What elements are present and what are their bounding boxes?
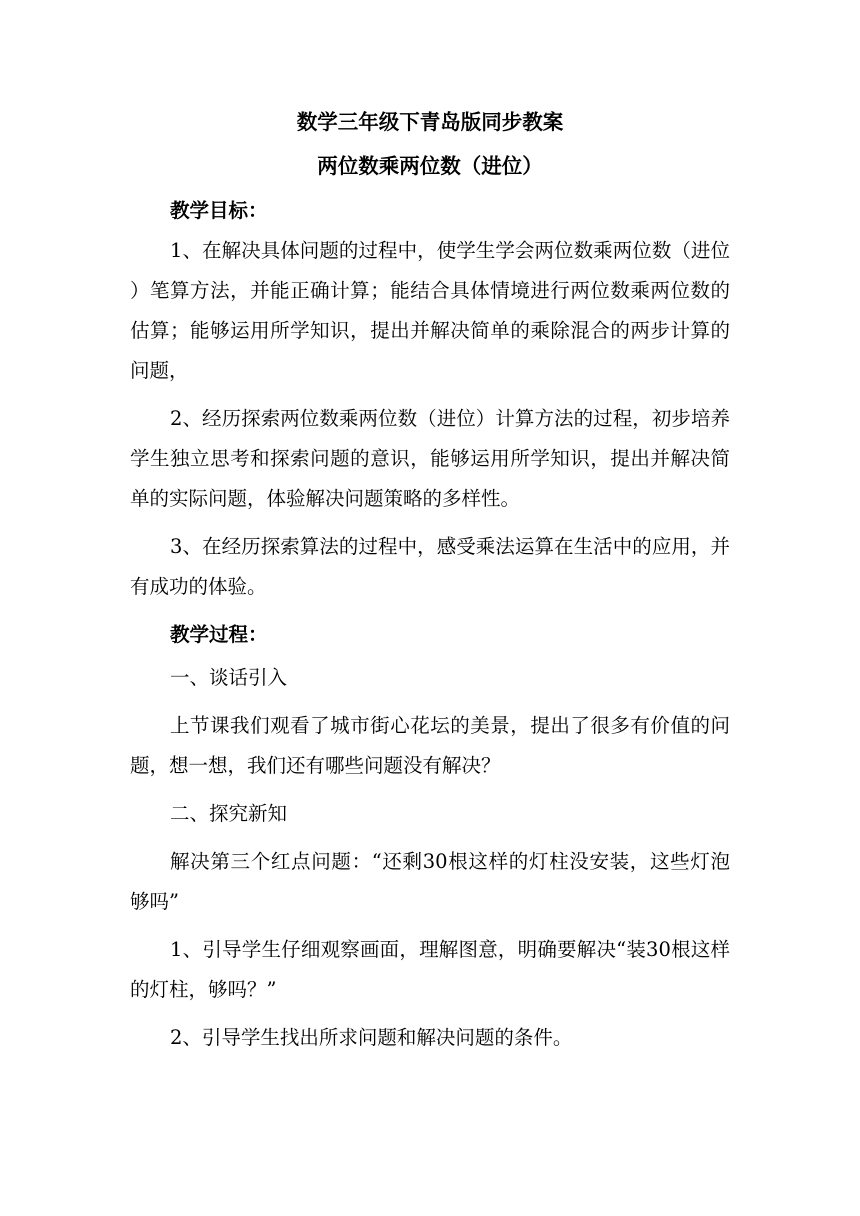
spacer: [130, 181, 730, 196]
section-explore-text: 解决第三个红点问题：“还剩30根这样的灯柱没安装，这些灯泡够吗”: [130, 850, 730, 913]
step-item-2: 2、引导学生找出所求问题和解决问题的条件。: [170, 1026, 573, 1049]
document-title: 数学三年级下青岛版同步教案: [296, 110, 564, 134]
goal-item-3: 3、在经历探索算法的过程中，感受乘法运算在生活中的应用，并有成功的体验。: [130, 535, 730, 598]
section-intro-text: 上节课我们观看了城市街心花坛的美景，提出了很多有价值的问题，想一想，我们还有哪些问题没有解决？: [130, 714, 730, 777]
document-subtitle: 两位数乘两位数（进位）: [317, 154, 543, 178]
step-item-1: 1、引导学生仔细观察画面，理解图意，明确要解决“装30根这样的灯柱，够吗？”: [130, 938, 730, 1001]
process-heading: 教学过程：: [170, 623, 268, 646]
document-body: [130, 107, 730, 1058]
goals-heading: 教学目标：: [170, 199, 268, 222]
goal-item-2: 2、经历探索两位数乘两位数（进位）计算方法的过程，初步培养学生独立思考和探索问题的意识，能够运用所学知识，提出并解决简单的实际问题，体验解决问题策略的多样性。: [130, 407, 730, 510]
section-heading-explore: 二、探究新知: [170, 802, 288, 825]
section-heading-intro: 一、谈话引入: [170, 666, 288, 689]
goal-item-1: 1、在解决具体问题的过程中，使学生学会两位数乘两位数（进位）笔算方法，并能正确计算；能结合具体情境进行两位数乘两位数的估算；能够运用所学知识，提出并解决简单的乘除混合的两步计算的问题，: [130, 239, 730, 382]
